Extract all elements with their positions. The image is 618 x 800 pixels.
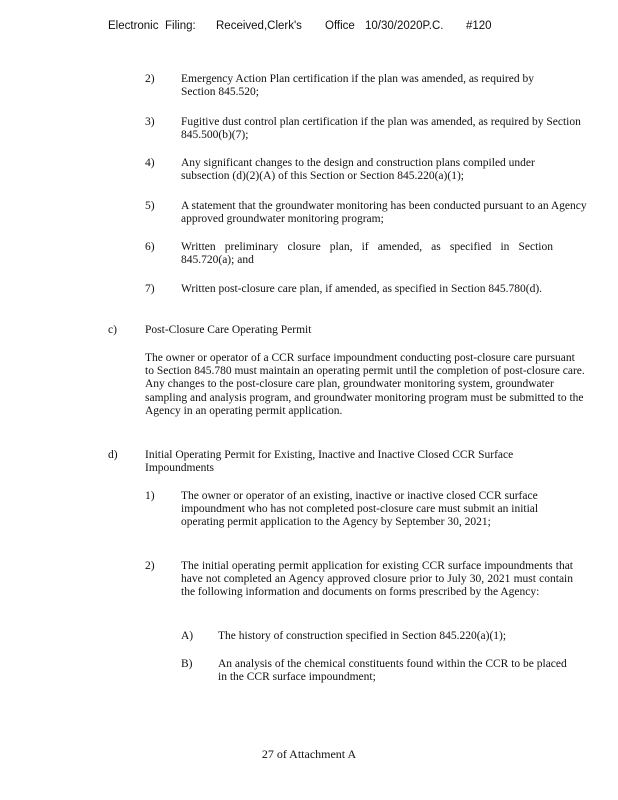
header-electronic: Electronic <box>108 20 159 32</box>
item-text: Written preliminary closure plan, if amended, as specified in Section 845.720(a); and <box>181 241 553 267</box>
item-number: 1) <box>145 490 155 502</box>
subitem-text: The history of construction specified in Section 845.220(a)(1); <box>218 630 507 642</box>
item-number: 7) <box>145 283 155 295</box>
header-received: Received,Clerk's <box>216 20 302 32</box>
item-text: The initial operating permit application for existing CCR surface impoundments that have not completed an Agency approved closure prior to July 30, 2021 must contain the following information and documents on forms prescribed by the Agency: <box>181 560 573 599</box>
subitem-text: An analysis of the chemical constituents found within the CCR to be placed in the CCR surface impoundment; <box>218 658 567 684</box>
header-date: 10/30/2020P.C. <box>365 20 444 32</box>
subitem-number: A) <box>181 630 194 642</box>
filing-header <box>108 20 598 36</box>
subitem-number: B) <box>181 658 193 670</box>
section-label: c) <box>108 324 117 336</box>
section-heading: Initial Operating Permit for Existing, Inactive and Inactive Closed CCR Surface Impoundments <box>145 449 514 475</box>
section-label: d) <box>108 449 118 461</box>
item-number: 4) <box>145 157 155 169</box>
item-text: Emergency Action Plan certification if the plan was amended, as required by Section 845.520; <box>181 73 534 99</box>
item-number: 2) <box>145 560 155 572</box>
header-number: #120 <box>466 20 492 32</box>
item-text: Written post-closure care plan, if amended, as specified in Section 845.780(d). <box>181 283 543 295</box>
item-number: 3) <box>145 116 155 128</box>
item-text: The owner or operator of an existing, inactive or inactive closed CCR surface impoundment who has not completed post-closure care must submit an initial operating permit application to the Agency by September 30, 2021; <box>181 490 539 529</box>
section-body: The owner or operator of a CCR surface impoundment conducting post-closure care pursuant to Section 845.780 must maintain an operating permit until the completion of post-closure care. Any changes to the post-closure care plan, groundwater monitoring system, groundwater sampling and analysis program, and groundwater monitoring program must be submitted to the Agency in an operating permit application. <box>145 352 585 417</box>
item-number: 6) <box>145 241 155 253</box>
page-footer: 27 of Attachment A <box>261 747 357 761</box>
header-filing: Filing: <box>165 20 196 32</box>
item-number: 2) <box>145 73 155 85</box>
item-text: Any significant changes to the design and construction plans compiled under subsection (d)(2)(A) of this Section or Section 845.220(a)(1); <box>181 157 535 183</box>
item-number: 5) <box>145 200 155 212</box>
item-text: A statement that the groundwater monitoring has been conducted pursuant to an Agency approved groundwater monitoring program; <box>181 200 587 226</box>
section-heading: Post-Closure Care Operating Permit <box>145 324 312 336</box>
item-text: Fugitive dust control plan certification if the plan was amended, as required by Section 845.500(b)(7); <box>181 116 581 142</box>
header-office: Office <box>325 20 355 32</box>
